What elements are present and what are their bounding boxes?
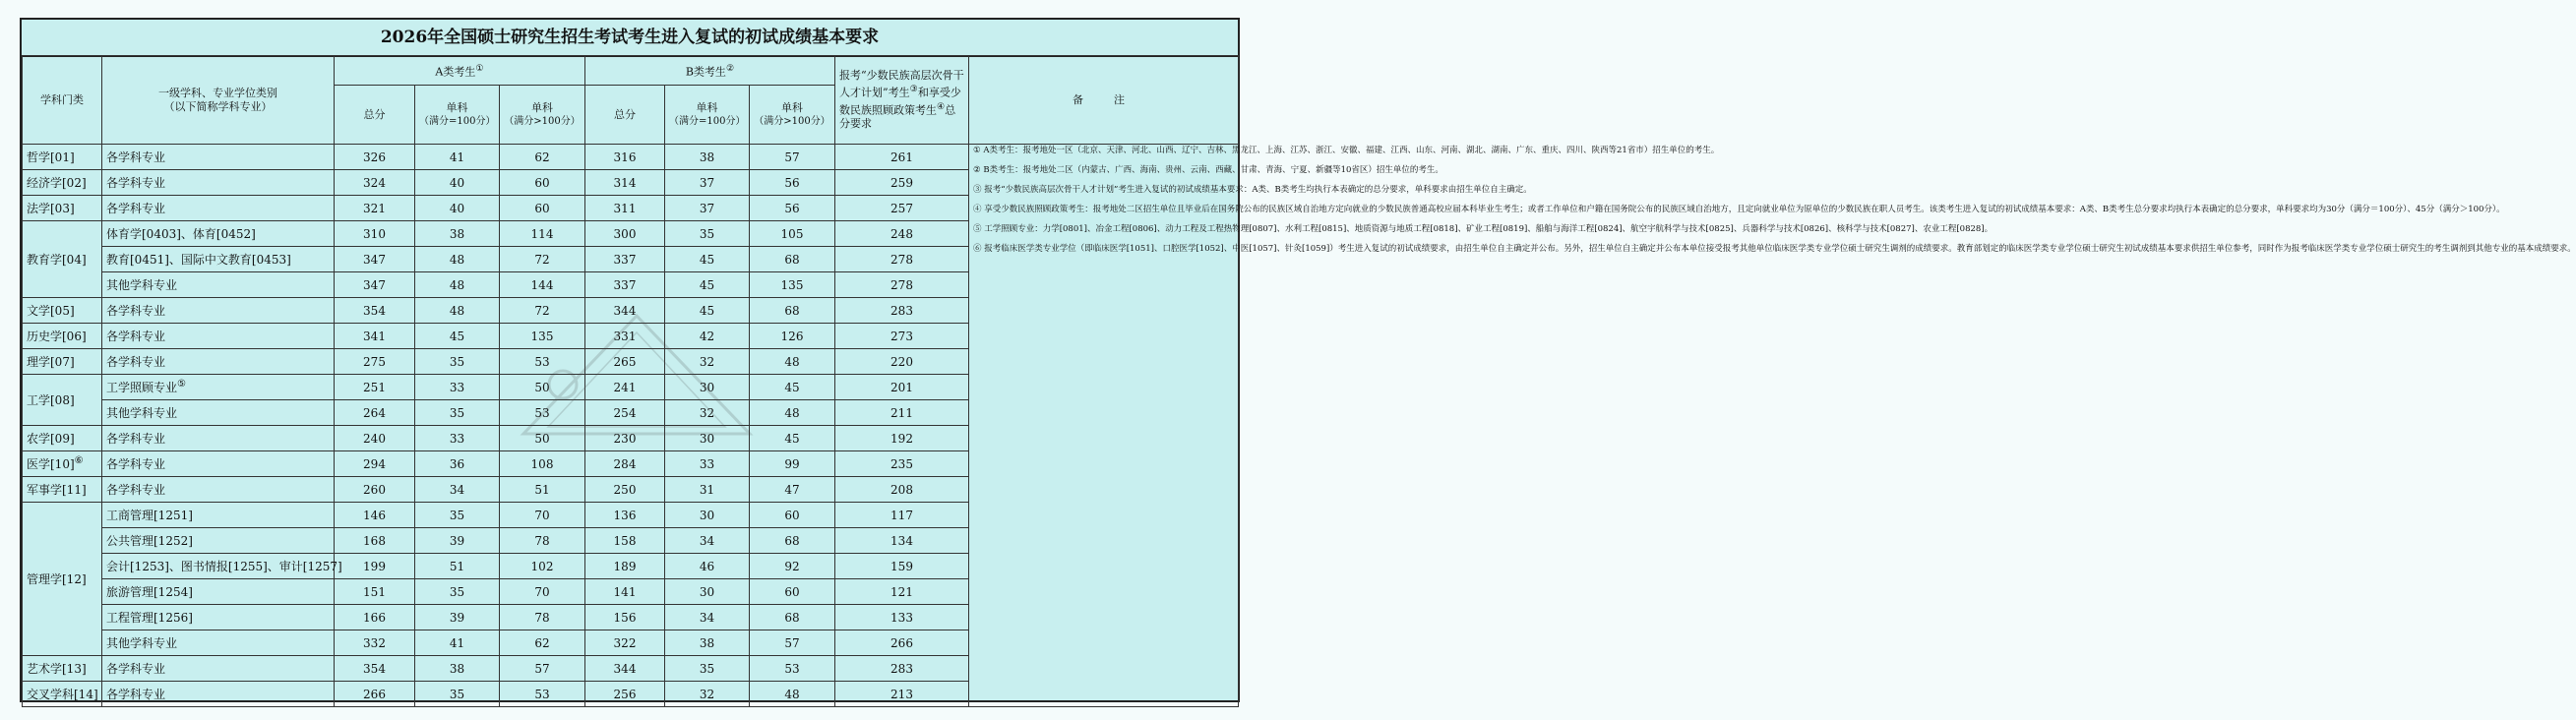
a-single-gt100-cell: 51 bbox=[500, 477, 585, 503]
a-total-cell: 354 bbox=[335, 298, 415, 324]
subject-cell bbox=[102, 298, 335, 324]
b-single-gt100-cell: 56 bbox=[750, 196, 835, 221]
a-single-gt100-cell: 114 bbox=[500, 221, 585, 247]
b-single-100-cell: 30 bbox=[665, 579, 750, 605]
subject-cell bbox=[102, 349, 335, 375]
minority-total-cell: 283 bbox=[835, 298, 969, 324]
a-total-cell: 264 bbox=[335, 400, 415, 426]
b-single-gt100-cell: 53 bbox=[750, 656, 835, 682]
b-total-cell: 284 bbox=[585, 451, 665, 477]
discipline-cell bbox=[23, 503, 102, 656]
minority-total-cell: 159 bbox=[835, 554, 969, 579]
b-total-cell: 241 bbox=[585, 375, 665, 400]
b-total-cell: 136 bbox=[585, 503, 665, 528]
a-single-100-cell: 51 bbox=[415, 554, 500, 579]
discipline-name: 管理学[12] bbox=[27, 572, 87, 586]
subject-name: 其他学科专业 bbox=[106, 406, 178, 420]
minority-total-cell: 192 bbox=[835, 426, 969, 451]
b-total-cell: 189 bbox=[585, 554, 665, 579]
subject-cell bbox=[102, 375, 335, 400]
header-b-total: 总分 bbox=[585, 86, 665, 145]
b-single-100-cell: 32 bbox=[665, 400, 750, 426]
b-single-100-cell: 32 bbox=[665, 682, 750, 707]
a-single-100-cell: 41 bbox=[415, 630, 500, 656]
discipline-cell bbox=[23, 477, 102, 503]
note-item: ③ 报考“少数民族高层次骨干人才计划”考生进入复试的初试成绩基本要求：A类、B类考生均执行本表确定的总分要求，单科要求由招生单位自主确定。 bbox=[973, 185, 1532, 195]
note-item: ④ 享受少数民族照顾政策考生：报考地处二区招生单位且毕业后在国务院公布的民族区域自治地方定向就业的少数民族普通高校应届本科毕业生考生；或者工作单位和户籍在国务院公布的民族区域自治地方，且定向就业单位为原单位的少数民族在职人员考生。该类考生进入复试的初试成绩基本要求：A类、B类考生总分要求均执行本表确定的总分要求，单科要求均为30分（满分＝100分）、45分（满分＞100分）。 bbox=[973, 205, 2505, 214]
b-single-100-cell: 34 bbox=[665, 605, 750, 630]
a-single-100-cell: 38 bbox=[415, 221, 500, 247]
full-gt100-label: （满分>100分） bbox=[504, 115, 581, 127]
b-single-100-cell: 33 bbox=[665, 451, 750, 477]
a-total-cell: 260 bbox=[335, 477, 415, 503]
header-a-single-100 bbox=[415, 86, 500, 145]
discipline-name: 历史学[06] bbox=[27, 330, 87, 343]
minority-total-cell: 220 bbox=[835, 349, 969, 375]
discipline-cell bbox=[23, 298, 102, 324]
subject-name: 教育[0451]、国际中文教育[0453] bbox=[106, 253, 291, 267]
discipline-name: 教育学[04] bbox=[27, 253, 87, 267]
b-total-cell: 265 bbox=[585, 349, 665, 375]
b-single-100-cell: 38 bbox=[665, 630, 750, 656]
a-single-100-cell: 48 bbox=[415, 298, 500, 324]
a-single-gt100-cell: 70 bbox=[500, 503, 585, 528]
a-single-100-cell: 35 bbox=[415, 682, 500, 707]
minority-total-cell: 257 bbox=[835, 196, 969, 221]
a-single-gt100-cell: 60 bbox=[500, 196, 585, 221]
a-total-cell: 275 bbox=[335, 349, 415, 375]
minority-total-cell: 259 bbox=[835, 170, 969, 196]
b-single-100-cell: 35 bbox=[665, 656, 750, 682]
minority-total-cell: 248 bbox=[835, 221, 969, 247]
header-subject-line2: （以下简称学科专业） bbox=[163, 99, 273, 113]
b-single-gt100-cell: 60 bbox=[750, 579, 835, 605]
a-single-gt100-cell: 72 bbox=[500, 298, 585, 324]
a-single-gt100-cell: 53 bbox=[500, 682, 585, 707]
subject-cell bbox=[102, 605, 335, 630]
b-single-gt100-cell: 57 bbox=[750, 145, 835, 170]
b-total-cell: 314 bbox=[585, 170, 665, 196]
subject-cell bbox=[102, 682, 335, 707]
minority-total-cell: 134 bbox=[835, 528, 969, 554]
discipline-cell bbox=[23, 145, 102, 170]
subject-cell bbox=[102, 554, 342, 579]
page-title: 2026年全国硕士研究生招生考试考生进入复试的初试成绩基本要求 bbox=[22, 20, 1238, 57]
note-item: ② B类考生：报考地处二区（内蒙古、广西、海南、贵州、云南、西藏、甘肃、青海、宁夏、新疆等10省区）招生单位的考生。 bbox=[973, 165, 1443, 175]
minority-total-cell: 201 bbox=[835, 375, 969, 400]
a-single-100-cell: 35 bbox=[415, 400, 500, 426]
table-row bbox=[23, 145, 1239, 170]
discipline-cell bbox=[23, 375, 102, 426]
full-100-label: （满分=100分） bbox=[669, 115, 746, 127]
a-single-gt100-cell: 62 bbox=[500, 630, 585, 656]
a-total-cell: 354 bbox=[335, 656, 415, 682]
a-single-100-cell: 35 bbox=[415, 503, 500, 528]
b-total-cell: 300 bbox=[585, 221, 665, 247]
a-single-100-cell: 36 bbox=[415, 451, 500, 477]
subject-cell bbox=[102, 400, 335, 426]
subject-name: 各学科专业 bbox=[106, 662, 166, 676]
a-total-cell: 146 bbox=[335, 503, 415, 528]
minority-total-cell: 211 bbox=[835, 400, 969, 426]
minority-total-cell: 235 bbox=[835, 451, 969, 477]
minority-footnote-mark-4: ④ bbox=[937, 100, 946, 112]
subject-cell bbox=[102, 630, 335, 656]
discipline-cell bbox=[23, 451, 102, 477]
b-single-gt100-cell: 68 bbox=[750, 528, 835, 554]
b-single-gt100-cell: 47 bbox=[750, 477, 835, 503]
group-b-footnote-mark: ② bbox=[725, 62, 735, 74]
a-single-gt100-cell: 60 bbox=[500, 170, 585, 196]
minority-header-part2: 和享受少数民族照顾政策考生 bbox=[839, 86, 961, 117]
discipline-name: 理学[07] bbox=[27, 355, 75, 369]
a-single-gt100-cell: 72 bbox=[500, 247, 585, 272]
subject-cell bbox=[102, 221, 335, 247]
b-total-cell: 311 bbox=[585, 196, 665, 221]
subject-name: 各学科专业 bbox=[106, 457, 166, 471]
single-label: 单科 bbox=[781, 100, 803, 114]
subject-name: 工商管理[1251] bbox=[106, 509, 193, 522]
b-single-gt100-cell: 68 bbox=[750, 298, 835, 324]
a-single-gt100-cell: 62 bbox=[500, 145, 585, 170]
a-total-cell: 341 bbox=[335, 324, 415, 349]
a-total-cell: 326 bbox=[335, 145, 415, 170]
a-total-cell: 199 bbox=[335, 554, 415, 579]
b-single-100-cell: 34 bbox=[665, 528, 750, 554]
minority-total-cell: 213 bbox=[835, 682, 969, 707]
discipline-name: 军事学[11] bbox=[27, 483, 87, 497]
b-single-gt100-cell: 92 bbox=[750, 554, 835, 579]
subject-name: 公共管理[1252] bbox=[106, 534, 193, 548]
score-table bbox=[22, 55, 2576, 707]
minority-total-cell: 208 bbox=[835, 477, 969, 503]
minority-header-part3: 总分要求 bbox=[839, 103, 956, 131]
a-total-cell: 332 bbox=[335, 630, 415, 656]
discipline-cell bbox=[23, 221, 102, 298]
a-total-cell: 240 bbox=[335, 426, 415, 451]
minority-total-cell: 283 bbox=[835, 656, 969, 682]
discipline-footnote-mark: ⑥ bbox=[74, 455, 84, 466]
header-minority bbox=[835, 56, 969, 145]
discipline-cell bbox=[23, 349, 102, 375]
subject-cell bbox=[102, 145, 335, 170]
b-single-gt100-cell: 56 bbox=[750, 170, 835, 196]
a-single-100-cell: 40 bbox=[415, 170, 500, 196]
b-total-cell: 250 bbox=[585, 477, 665, 503]
note-item: ① A类考生：报考地处一区（北京、天津、河北、山西、辽宁、吉林、黑龙江、上海、江苏、浙江、安徽、福建、江西、山东、河南、湖北、湖南、广东、重庆、四川、陕西等21省市）招生单位的考生。 bbox=[973, 146, 1720, 155]
a-total-cell: 294 bbox=[335, 451, 415, 477]
a-single-gt100-cell: 53 bbox=[500, 400, 585, 426]
minority-total-cell: 273 bbox=[835, 324, 969, 349]
note-item: ⑤ 工学照顾专业：力学[0801]、冶金工程[0806]、动力工程及工程热物理[0807]、水利工程[0815]、地质资源与地质工程[0818]、矿业工程[0819]、船舶与海洋工程[0824]、航空宇航科学与技术[0825]、兵器科学与技术[0826]、核科学与技术[0827]、农业工程[0828]。 bbox=[973, 224, 1993, 234]
b-single-gt100-cell: 48 bbox=[750, 349, 835, 375]
a-single-100-cell: 33 bbox=[415, 375, 500, 400]
subject-cell bbox=[102, 247, 335, 272]
b-single-gt100-cell: 60 bbox=[750, 503, 835, 528]
subject-cell bbox=[102, 656, 335, 682]
b-single-gt100-cell: 135 bbox=[750, 272, 835, 298]
discipline-name: 哲学[01] bbox=[27, 150, 75, 164]
a-single-gt100-cell: 144 bbox=[500, 272, 585, 298]
note-item: ⑥ 报考临床医学类专业学位（即临床医学[1051]、口腔医学[1052]、中医[1057]、针灸[1059]）考生进入复试的初试成绩要求，由招生单位自主确定并公布。另外，招生单位自主确定并公布本单位接受报考其他单位临床医学类专业学位硕士研究生调剂的成绩要求。教育部划定的临床医学类专业学位硕士研究生初试成绩基本要求供招生单位参考，同时作为报考临床医学类专业学位硕士研究生的考生调剂到其他专业的基本成绩要求。 bbox=[973, 244, 2576, 254]
subject-cell bbox=[102, 324, 335, 349]
subject-name: 各学科专业 bbox=[106, 150, 166, 164]
subject-cell bbox=[102, 426, 335, 451]
header-b-single-100 bbox=[665, 86, 750, 145]
b-single-gt100-cell: 45 bbox=[750, 426, 835, 451]
b-single-100-cell: 30 bbox=[665, 375, 750, 400]
subject-cell bbox=[102, 196, 335, 221]
a-single-100-cell: 34 bbox=[415, 477, 500, 503]
b-single-100-cell: 45 bbox=[665, 247, 750, 272]
b-single-100-cell: 30 bbox=[665, 503, 750, 528]
b-single-100-cell: 30 bbox=[665, 426, 750, 451]
subject-cell bbox=[102, 272, 335, 298]
header-subject bbox=[102, 56, 335, 145]
b-single-100-cell: 46 bbox=[665, 554, 750, 579]
a-single-gt100-cell: 50 bbox=[500, 375, 585, 400]
a-total-cell: 310 bbox=[335, 221, 415, 247]
minority-total-cell: 133 bbox=[835, 605, 969, 630]
b-single-100-cell: 45 bbox=[665, 298, 750, 324]
subject-name: 工程管理[1256] bbox=[106, 611, 193, 625]
discipline-cell bbox=[23, 682, 102, 707]
discipline-cell bbox=[23, 324, 102, 349]
b-single-100-cell: 32 bbox=[665, 349, 750, 375]
a-single-gt100-cell: 70 bbox=[500, 579, 585, 605]
full-100-label: （满分=100分） bbox=[419, 115, 496, 127]
a-single-gt100-cell: 50 bbox=[500, 426, 585, 451]
header-group-a bbox=[335, 56, 585, 86]
b-total-cell: 322 bbox=[585, 630, 665, 656]
a-single-100-cell: 39 bbox=[415, 528, 500, 554]
subject-cell bbox=[102, 170, 335, 196]
subject-cell bbox=[102, 528, 335, 554]
subject-name: 各学科专业 bbox=[106, 355, 166, 369]
subject-footnote-mark: ⑤ bbox=[177, 379, 186, 390]
a-total-cell: 347 bbox=[335, 247, 415, 272]
a-single-100-cell: 39 bbox=[415, 605, 500, 630]
b-single-gt100-cell: 48 bbox=[750, 682, 835, 707]
a-total-cell: 151 bbox=[335, 579, 415, 605]
a-single-100-cell: 35 bbox=[415, 579, 500, 605]
group-a-label: A类考生 bbox=[435, 65, 476, 79]
header-discipline: 学科门类 bbox=[23, 56, 102, 145]
a-single-gt100-cell: 135 bbox=[500, 324, 585, 349]
group-b-label: B类考生 bbox=[685, 65, 726, 79]
subject-name: 各学科专业 bbox=[106, 688, 166, 701]
minority-footnote-mark-3: ③ bbox=[909, 83, 918, 94]
b-single-gt100-cell: 68 bbox=[750, 605, 835, 630]
b-total-cell: 141 bbox=[585, 579, 665, 605]
minority-total-cell: 117 bbox=[835, 503, 969, 528]
subject-name: 旅游管理[1254] bbox=[106, 585, 193, 599]
b-total-cell: 230 bbox=[585, 426, 665, 451]
header-a-single-gt100 bbox=[500, 86, 585, 145]
b-total-cell: 331 bbox=[585, 324, 665, 349]
a-single-100-cell: 41 bbox=[415, 145, 500, 170]
discipline-name: 农学[09] bbox=[27, 432, 75, 446]
subject-name: 各学科专业 bbox=[106, 483, 166, 497]
subject-name: 各学科专业 bbox=[106, 330, 166, 343]
header-notes: 备 注 bbox=[969, 56, 1239, 145]
a-total-cell: 324 bbox=[335, 170, 415, 196]
b-single-100-cell: 37 bbox=[665, 196, 750, 221]
subject-cell bbox=[102, 503, 335, 528]
subject-cell bbox=[102, 451, 335, 477]
a-single-gt100-cell: 78 bbox=[500, 528, 585, 554]
discipline-name: 文学[05] bbox=[27, 304, 75, 318]
a-single-100-cell: 45 bbox=[415, 324, 500, 349]
discipline-cell bbox=[23, 656, 102, 682]
a-single-gt100-cell: 78 bbox=[500, 605, 585, 630]
a-single-gt100-cell: 108 bbox=[500, 451, 585, 477]
subject-name: 各学科专业 bbox=[106, 432, 166, 446]
b-single-100-cell: 45 bbox=[665, 272, 750, 298]
a-single-gt100-cell: 102 bbox=[500, 554, 585, 579]
subject-name: 其他学科专业 bbox=[106, 278, 178, 292]
single-label: 单科 bbox=[696, 100, 718, 114]
minority-total-cell: 266 bbox=[835, 630, 969, 656]
single-label: 单科 bbox=[446, 100, 468, 114]
score-sheet bbox=[20, 18, 2576, 702]
header-a-total: 总分 bbox=[335, 86, 415, 145]
b-total-cell: 337 bbox=[585, 247, 665, 272]
discipline-name: 工学[08] bbox=[27, 393, 75, 407]
minority-total-cell: 121 bbox=[835, 579, 969, 605]
subject-name: 会计[1253]、图书情报[1255]、审计[1257] bbox=[106, 560, 342, 573]
b-single-gt100-cell: 48 bbox=[750, 400, 835, 426]
discipline-cell bbox=[23, 196, 102, 221]
minority-header-part1: 报考“少数民族高层次骨干人才计划”考生 bbox=[839, 68, 964, 99]
subject-cell bbox=[102, 579, 335, 605]
full-gt100-label: （满分>100分） bbox=[754, 115, 830, 127]
discipline-name: 医学[10] bbox=[27, 457, 75, 471]
b-total-cell: 337 bbox=[585, 272, 665, 298]
b-total-cell: 316 bbox=[585, 145, 665, 170]
a-total-cell: 347 bbox=[335, 272, 415, 298]
subject-name: 体育学[0403]、体育[0452] bbox=[106, 227, 256, 241]
single-label: 单科 bbox=[531, 100, 553, 114]
group-a-footnote-mark: ① bbox=[475, 62, 484, 74]
b-single-gt100-cell: 57 bbox=[750, 630, 835, 656]
subject-name: 各学科专业 bbox=[106, 202, 166, 215]
header-b-single-gt100 bbox=[750, 86, 835, 145]
b-single-gt100-cell: 99 bbox=[750, 451, 835, 477]
minority-total-cell: 278 bbox=[835, 272, 969, 298]
minority-total-cell: 261 bbox=[835, 145, 969, 170]
b-total-cell: 256 bbox=[585, 682, 665, 707]
b-total-cell: 158 bbox=[585, 528, 665, 554]
subject-name: 其他学科专业 bbox=[106, 636, 178, 650]
a-total-cell: 251 bbox=[335, 375, 415, 400]
b-single-100-cell: 37 bbox=[665, 170, 750, 196]
a-total-cell: 166 bbox=[335, 605, 415, 630]
header-group-b bbox=[585, 56, 835, 86]
a-total-cell: 321 bbox=[335, 196, 415, 221]
a-single-100-cell: 40 bbox=[415, 196, 500, 221]
b-total-cell: 344 bbox=[585, 298, 665, 324]
a-single-100-cell: 33 bbox=[415, 426, 500, 451]
b-single-100-cell: 38 bbox=[665, 145, 750, 170]
b-single-gt100-cell: 68 bbox=[750, 247, 835, 272]
score-table-body bbox=[23, 145, 2576, 707]
a-single-100-cell: 35 bbox=[415, 349, 500, 375]
discipline-name: 经济学[02] bbox=[27, 176, 87, 190]
b-single-gt100-cell: 45 bbox=[750, 375, 835, 400]
a-total-cell: 168 bbox=[335, 528, 415, 554]
subject-name: 各学科专业 bbox=[106, 304, 166, 318]
a-total-cell: 266 bbox=[335, 682, 415, 707]
subject-name: 各学科专业 bbox=[106, 176, 166, 190]
discipline-name: 法学[03] bbox=[27, 202, 75, 215]
a-single-gt100-cell: 53 bbox=[500, 349, 585, 375]
a-single-gt100-cell: 57 bbox=[500, 656, 585, 682]
minority-total-cell: 278 bbox=[835, 247, 969, 272]
b-single-gt100-cell: 126 bbox=[750, 324, 835, 349]
b-single-gt100-cell: 105 bbox=[750, 221, 835, 247]
b-total-cell: 254 bbox=[585, 400, 665, 426]
b-single-100-cell: 42 bbox=[665, 324, 750, 349]
discipline-cell bbox=[23, 426, 102, 451]
b-total-cell: 156 bbox=[585, 605, 665, 630]
b-single-100-cell: 31 bbox=[665, 477, 750, 503]
a-single-100-cell: 48 bbox=[415, 272, 500, 298]
a-single-100-cell: 38 bbox=[415, 656, 500, 682]
a-single-100-cell: 48 bbox=[415, 247, 500, 272]
discipline-cell bbox=[23, 170, 102, 196]
notes-cell bbox=[969, 145, 2576, 707]
b-total-cell: 344 bbox=[585, 656, 665, 682]
subject-cell bbox=[102, 477, 335, 503]
subject-name: 工学照顾专业 bbox=[106, 381, 178, 394]
discipline-name: 交叉学科[14] bbox=[27, 688, 98, 701]
header-subject-line1: 一级学科、专业学位类别 bbox=[158, 86, 277, 99]
b-single-100-cell: 35 bbox=[665, 221, 750, 247]
discipline-name: 艺术学[13] bbox=[27, 662, 87, 676]
